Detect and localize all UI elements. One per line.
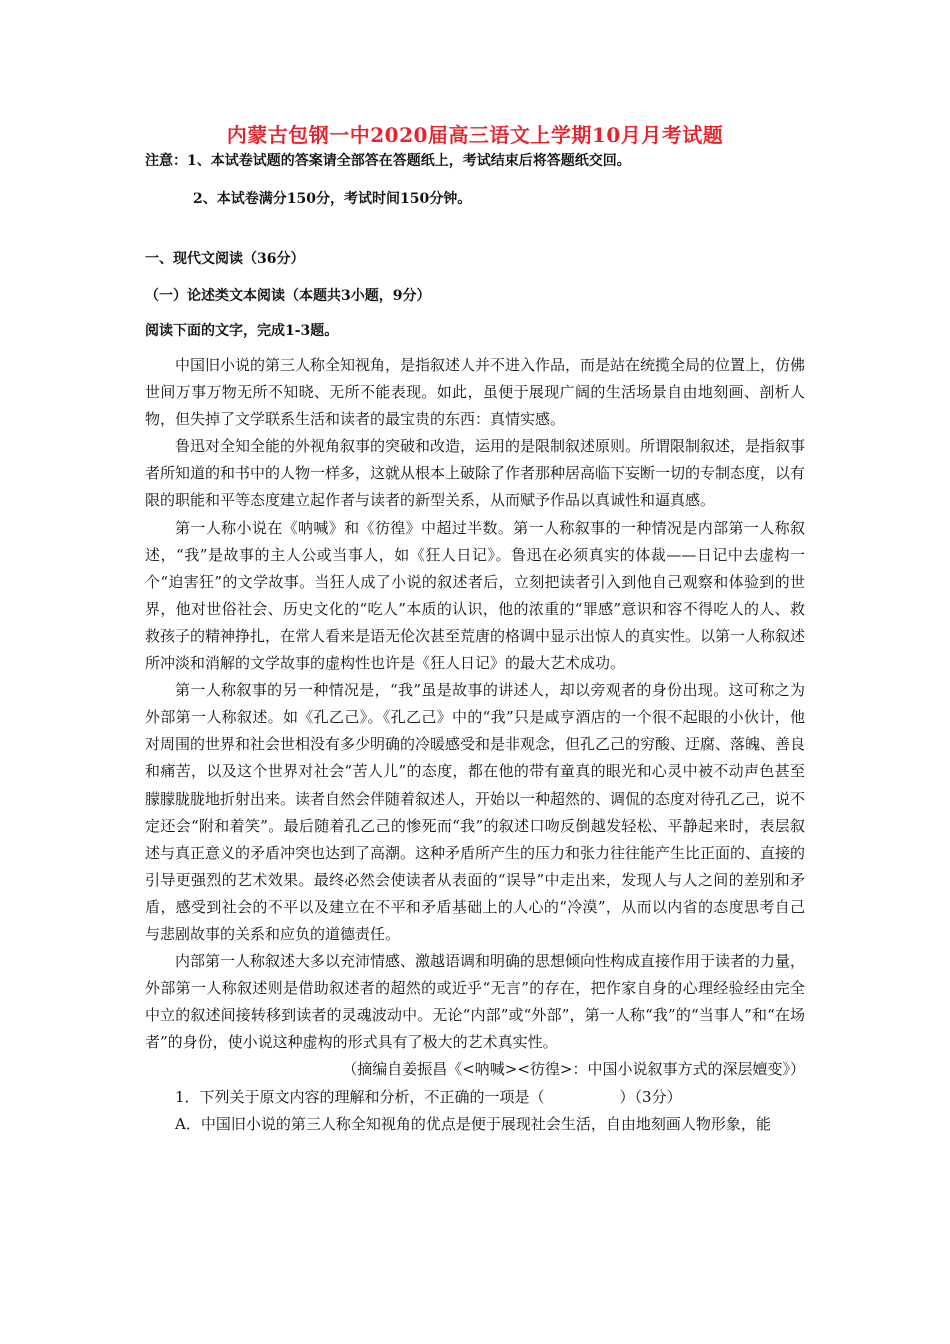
passage-paragraph-1: 中国旧小说的第三人称全知视角，是指叙述人并不进入作品，而是站在统揽全局的位置上，仿佛世间万事万物无所不知晓、无所不能表现。如此，虽便于展现广阔的生活场景自由地刻画、剖析人物，但失掉了文学联系生活和读者的最宝贵的东西：真情实感。	[145, 356, 806, 429]
question-1-option-a: A．中国旧小说的第三人称全知视角的优点是便于展现社会生活，自由地刻画人物形象，能	[175, 1114, 771, 1133]
passage-paragraph-5: 内部第一人称叙述大多以充沛情感、激越语调和明确的思想倾向性构成直接作用于读者的力量，外部第一人称叙述则是借助叙述者的超然的或近乎“无言”的存在，把作家自身的心理经验经由完全中立的叙述间接转移到读者的灵魂波动中。无论“内部”或“外部”，第一人称“我”的“当事人”和“在场者”的身份，使小说这种虚构的形式具有了极大的艺术真实性。	[145, 952, 806, 1052]
section-heading: 一、现代文阅读（36分）	[145, 251, 305, 267]
passage-paragraph-3: 第一人称小说在《呐喊》和《彷徨》中超过半数。第一人称叙事的一种情况是内部第一人称叙述，“我”是故事的主人公或当事人，如《狂人日记》。鲁迅在必须真实的体裁——日记中去虚构一个“迫害狂”的文学故事。当狂人成了小说的叙述者后，立刻把读者引入到他自己观察和体验到的世界，他对世俗社会、历史文化的“吃人”本质的认识，他的浓重的“罪感”意识和容不得吃人的人、救救孩子的精神挣扎，在常人看来是语无伦次甚至荒唐的格调中显示出惊人的真实性。以第一人称叙述所冲淡和消解的文学故事的虚构性也许是《狂人日记》的最大艺术成功。	[145, 518, 806, 673]
passage-paragraph-4: 第一人称叙事的另一种情况是，“我”虽是故事的讲述人，却以旁观者的身份出现。这可称之为外部第一人称叙述。如《孔乙己》。《孔乙己》中的“我”只是咸亨酒店的一个很不起眼的小伙计，他对周围的世界和社会世相没有多少明确的冷暖感受和是非观念，但孔乙己的穷酸、迂腐、落魄、善良和痛苦，以及这个世界对社会“苦人儿”的态度，都在他的带有童真的眼光和心灵中被不动声色甚至朦朦胧胧地折射出来。读者自然会伴随着叙述人，开始以一种超然的、调侃的态度对待孔乙己，说不定还会“附和着笑”。最后随着孔乙己的惨死而“我”的叙述口吻反倒越发轻松、平静起来时，表层叙述与真正意义的矛盾冲突也达到了高潮。这种矛盾所产生的压力和张力往往能产生比正面的、直接的引导更强烈的艺术效果。最终必然会使读者从表面的“误导”中走出来，发现人与人之间的差别和矛盾，感受到社会的不平以及建立在不平和矛盾基础上的人心的“冷漠”，从而以内省的态度思考自己与悲剧故事的关系和应负的道德责任。	[145, 681, 806, 943]
passage-source: （摘编自姜振昌《<呐喊><彷徨>：中国小说叙事方式的深层嬗变》）	[342, 1060, 805, 1079]
passage-body	[145, 352, 805, 1138]
exam-note-1: 注意：1、本试卷试题的答案请全部答在答题纸上，考试结束后将答题纸交回。	[145, 153, 631, 169]
question-1-stem: 1．下列关于原文内容的理解和分析，不正确的一项是（ ）（3分）	[175, 1087, 682, 1106]
exam-note-2: 2、本试卷满分150分，考试时间150分钟。	[193, 191, 472, 207]
reading-instruction: 阅读下面的文字，完成1-3题。	[145, 323, 339, 339]
subsection-heading: （一）论述类文本阅读（本题共3小题，9分）	[145, 288, 431, 304]
exam-title: 内蒙古包钢一中2020届高三语文上学期10月月考试题	[226, 123, 724, 147]
passage-paragraph-2: 鲁迅对全知全能的外视角叙事的突破和改造，运用的是限制叙述原则。所谓限制叙述，是指叙事者所知道的和书中的人物一样多，这就从根本上破除了作者那种居高临下妄断一切的专制态度，以有限的职能和平等态度建立起作者与读者的新型关系，从而赋予作品以真诚性和逼真感。	[145, 437, 806, 510]
